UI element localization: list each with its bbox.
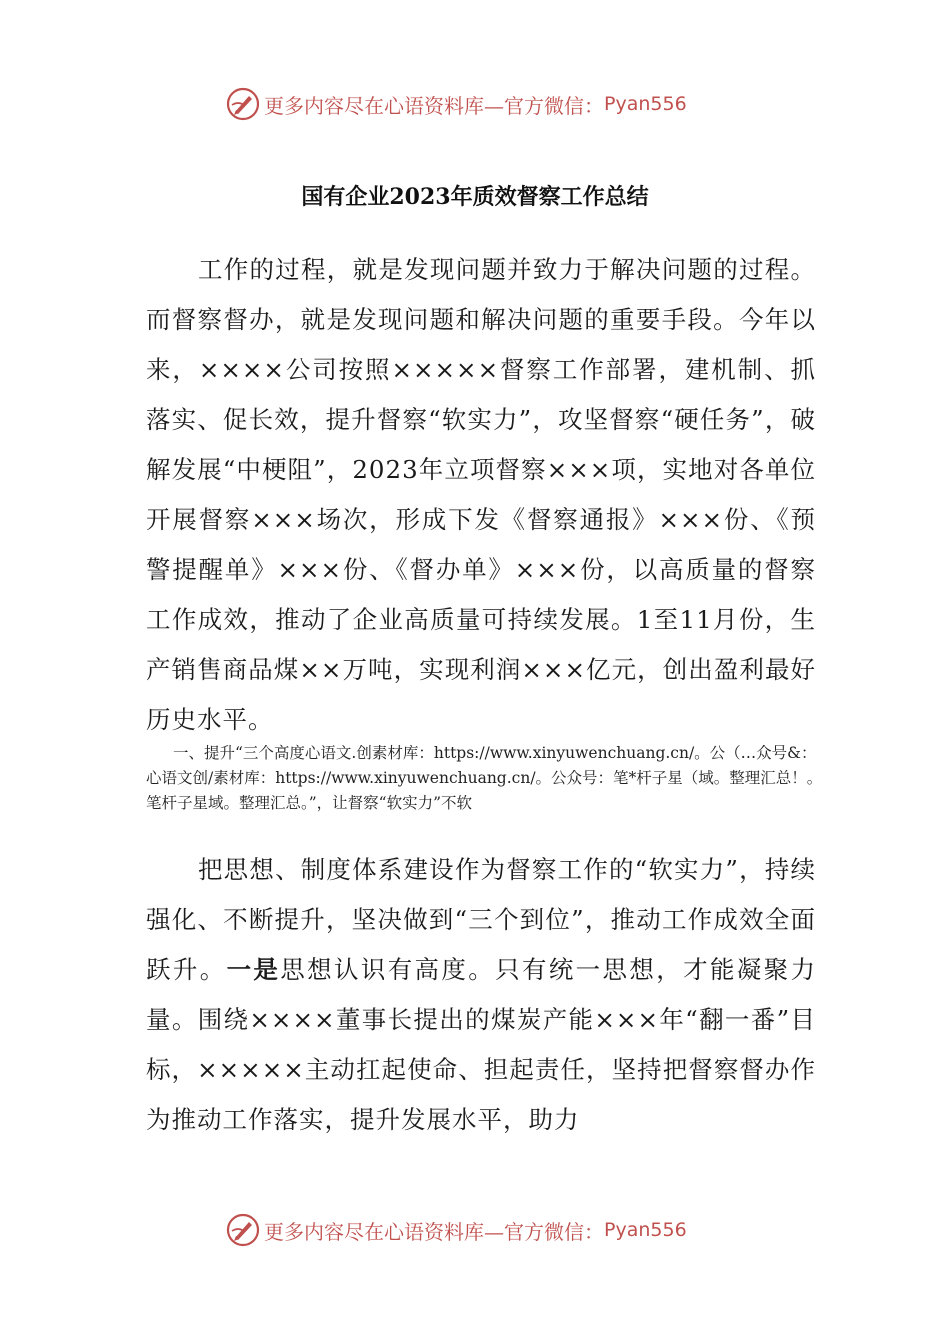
emphasis-text: 一是 [226,955,281,984]
paragraph-text: 把思想、制度体系建设作为督察工作的“软实力”，持续强化、不断提升，坚决做到“三个到位”，推动工作成效全面跃升。 [146,855,816,984]
banner-text: 更多内容尽在心语资料库—官方微信： [264,1219,604,1244]
pen-logo-icon [226,1213,260,1247]
banner-text: 更多内容尽在心语资料库—官方微信： [264,93,604,118]
body-paragraph [146,845,816,1145]
section-heading: 一、提升“三个高度心语文.创素材库：https://www.xinyuwenchuang.cn/。公（…众号&：心语文创/素材库：https://www.xinyuwenchuang.cn/。公众号：笔*杆子星（域。整理汇总！。笔杆子星域。整理汇总。”，让督察“软实力”不软 [146,744,823,812]
footer-banner [226,1210,687,1250]
intro-paragraph: 工作的过程，就是发现问题并致力于解决问题的过程。而督察督办，就是发现问题和解决问题的重要手段。今年以来，××××公司按照×××××督察工作部署，建机制、抓落实、促长效，提升督察“软实力”，攻坚督察“硬任务”，破解发展“中梗阻”，2023年立项督察×××项，实地对各单位开展督察×××场次，形成下发《督察通报》×××份、《预警提醒单》×××份、《督办单》×××份，以高质量的督察工作成效，推动了企业高质量可持续发展。1至11月份，生产销售商品煤××万吨，实现利润×××亿元，创出盈利最好历史水平。 [146,255,816,734]
pen-logo-icon [226,87,260,121]
wechat-id: Pyan556 [604,1219,687,1241]
header-banner [226,84,687,124]
wechat-id: Pyan556 [604,93,687,115]
document-title: 国有企业2023年质效督察工作总结 [301,184,649,210]
paragraph-text-continued: 思想认识有高度。只有统一思想，才能凝聚力量。围绕××××董事长提出的煤炭产能×××年“翻一番”目标，×××××主动扛起使命、担起责任，坚持把督察督办作为推动工作落实，提升发展水平，助力 [146,955,817,1134]
